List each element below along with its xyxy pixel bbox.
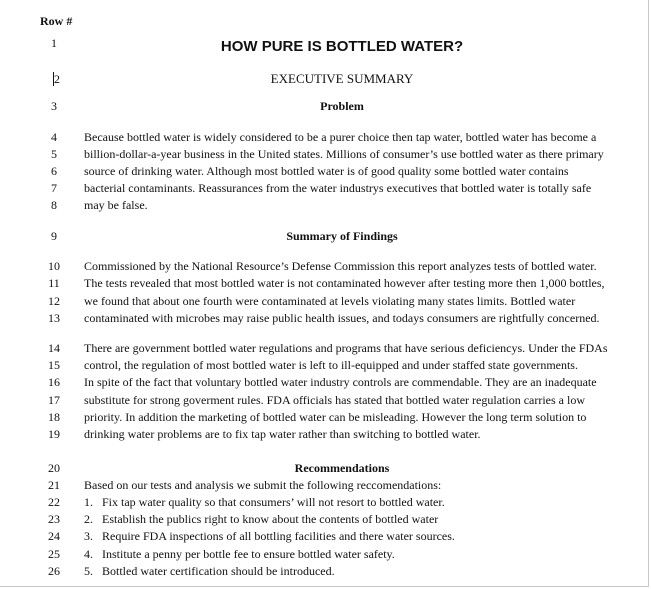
row-number: 15 xyxy=(48,358,60,372)
list-number: 1. xyxy=(84,495,93,509)
paragraph-line: Because bottled water is widely considered to be a purer choice then tap water, bottled water has become a xyxy=(84,130,597,144)
paragraph-line: control, the regulation of most bottled water is left to ill-equipped and under staffed state governments. xyxy=(84,358,578,372)
list-number: 3. xyxy=(84,529,93,543)
paragraph-line: priority. In addition the marketing of bottled water can be misleading. However the long term solution to xyxy=(84,410,587,424)
list-item-text: Institute a penny per bottle fee to ensure bottled water safety. xyxy=(102,547,395,561)
row-number: 18 xyxy=(48,410,60,424)
row-number: 26 xyxy=(48,564,60,578)
problem-heading: Problem xyxy=(320,99,364,113)
row-number: 20 xyxy=(48,461,60,475)
document-title: HOW PURE IS BOTTLED WATER? xyxy=(220,38,464,55)
row-number: 10 xyxy=(48,259,60,273)
list-number: 5. xyxy=(84,564,93,578)
list-item-text: Require FDA inspections of all bottling facilities and there water sources. xyxy=(102,529,455,543)
row-number: 24 xyxy=(48,529,60,543)
row-number: 23 xyxy=(48,512,60,526)
row-number: 8 xyxy=(51,198,57,212)
paragraph-line: bacterial contaminants. Reassurances from the water industrys executives that bottled water is totally safe xyxy=(84,181,592,195)
row-number: 17 xyxy=(48,393,60,407)
paragraph-line: The tests revealed that most bottled water is not contaminated however after testing more then 1,000 bottles, xyxy=(84,276,605,290)
paragraph-line: In spite of the fact that voluntary bottled water industry controls are commendable. They are an inadequate xyxy=(84,375,597,389)
row-number: 9 xyxy=(51,229,57,243)
paragraph-line: may be false. xyxy=(84,198,148,212)
paragraph-line: drinking water problems are to fix tap water rather than switching to bottled water. xyxy=(84,427,481,441)
paragraph-line: substitute for strong goverment rules. FDA officials has stated that bottled water regulation carries a low xyxy=(84,393,585,407)
row-number: 4 xyxy=(51,130,57,144)
paragraph-line: contaminated with microbes may raise public health issues, and todays consumers are rightfully concerned. xyxy=(84,311,600,325)
paragraph-line: we found that about one fourth were contaminated at levels violating many states limits. Bottled water xyxy=(84,294,576,308)
row-number: 25 xyxy=(48,547,60,561)
list-item xyxy=(84,547,395,561)
row-number: 6 xyxy=(51,164,57,178)
recommendations-intro: Based on our tests and analysis we submit the following reccomendations: xyxy=(84,478,442,492)
executive-summary-heading: EXECUTIVE SUMMARY xyxy=(270,71,414,86)
row-number: 19 xyxy=(48,427,60,441)
list-number: 4. xyxy=(84,547,93,561)
list-item-text: Fix tap water quality so that consumers’ will not resort to bottled water. xyxy=(102,495,445,509)
paragraph-line: Commissioned by the National Resource’s Defense Commission this report analyzes tests of bottled water. xyxy=(84,259,597,273)
paragraph-line: billion-dollar-a-year business in the United states. Millions of consumer’s use bottled water as there primary xyxy=(84,147,604,161)
row-number: 1 xyxy=(51,36,57,50)
list-item-text: Bottled water certification should be introduced. xyxy=(102,564,335,578)
row-number: 16 xyxy=(48,375,60,389)
row-number: 14 xyxy=(48,341,60,355)
list-item-text: Establish the publics right to know about the contents of bottled water xyxy=(102,512,439,526)
row-number: 22 xyxy=(48,495,60,509)
paragraph-line: source of drinking water. Although most bottled water is of good quality some bottled water contains xyxy=(84,164,569,178)
row-number-header: Row # xyxy=(40,14,73,28)
row-number: 5 xyxy=(51,147,57,161)
list-item xyxy=(84,495,445,509)
row-number: 11 xyxy=(48,276,60,290)
list-number: 2. xyxy=(84,512,93,526)
recommendations-heading: Recommendations xyxy=(294,461,390,475)
row-number: 13 xyxy=(48,311,60,325)
text-cursor: 2 xyxy=(54,72,60,86)
list-item xyxy=(84,529,455,543)
row-number: 12 xyxy=(48,294,60,308)
list-item xyxy=(84,564,335,578)
row-number: 7 xyxy=(51,181,57,195)
row-number: 3 xyxy=(51,99,57,113)
list-item xyxy=(84,512,438,526)
row-number: 21 xyxy=(48,478,60,492)
findings-heading: Summary of Findings xyxy=(286,229,398,243)
paragraph-line: There are government bottled water regulations and programs that have serious deficiencys. Under the FDAs xyxy=(84,341,608,355)
row-number xyxy=(36,72,72,86)
